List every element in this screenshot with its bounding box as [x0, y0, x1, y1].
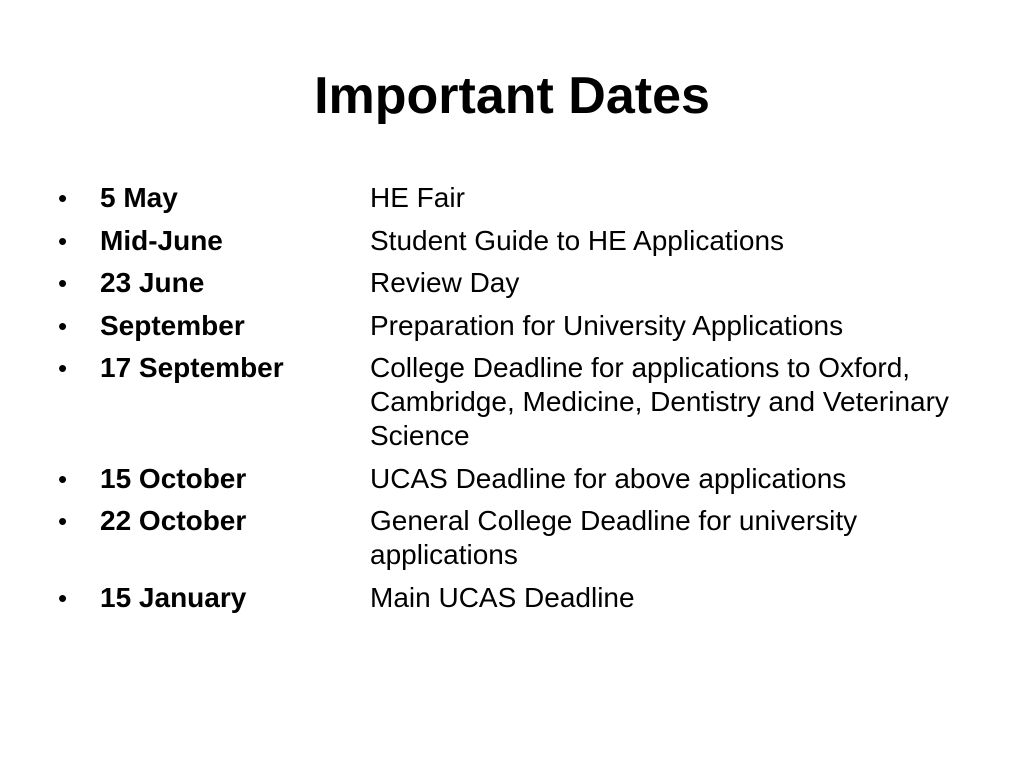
bullet-icon: •	[58, 310, 68, 341]
list-item-row	[100, 504, 998, 572]
bullet-icon: •	[58, 183, 68, 213]
item-date: 15 October	[100, 462, 247, 494]
item-description: Main UCAS Deadline	[370, 581, 635, 613]
item-description: Student Guide to HE Applications	[370, 224, 785, 256]
list-item-row	[100, 351, 998, 453]
list-item	[58, 266, 998, 300]
list-item-row	[100, 224, 998, 258]
item-description: Review Day	[370, 267, 520, 298]
list-item-row	[100, 462, 998, 496]
bullet-icon: •	[58, 506, 68, 536]
list-item	[58, 181, 998, 215]
item-date: 5 May	[100, 182, 178, 213]
item-description: General College Deadline for university applications	[370, 505, 858, 570]
bullet-icon: •	[58, 353, 68, 383]
item-date: 23 June	[100, 267, 205, 298]
list-item	[58, 581, 998, 615]
slide-title: Important Dates	[314, 67, 710, 125]
item-description: College Deadline for applications to Oxford, Cambridge, Medicine, Dentistry and Veterinary Science	[370, 352, 949, 451]
list-item	[58, 351, 998, 453]
important-dates-list	[58, 181, 998, 623]
item-date: Mid-June	[100, 224, 223, 256]
bullet-icon: •	[58, 463, 68, 494]
item-date: 17 September	[100, 352, 284, 383]
list-item-row	[100, 581, 998, 615]
list-item-row	[100, 266, 998, 300]
item-date: 15 January	[100, 581, 247, 613]
list-item	[58, 462, 998, 496]
list-item	[58, 224, 998, 258]
bullet-icon: •	[58, 268, 68, 298]
list-item	[58, 504, 998, 572]
item-description: UCAS Deadline for above applications	[370, 462, 847, 494]
item-description: Preparation for University Applications	[370, 309, 844, 341]
bullet-icon: •	[58, 582, 68, 613]
list-item-row	[100, 181, 998, 215]
list-item-row	[100, 309, 998, 343]
item-date: September	[100, 309, 245, 341]
item-date: 22 October	[100, 505, 247, 536]
item-description: HE Fair	[370, 182, 465, 213]
list-item	[58, 309, 998, 343]
bullet-icon: •	[58, 225, 68, 256]
